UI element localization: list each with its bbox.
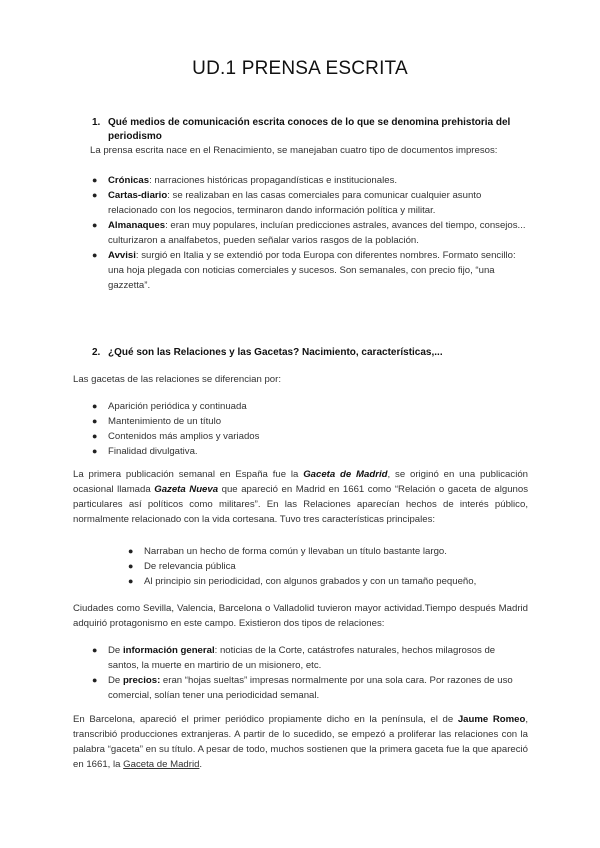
q2-characteristics-list — [128, 544, 528, 589]
q2-diff-list — [92, 399, 528, 459]
list-item: ● Crónicas: narraciones históricas propagandísticas e institucionales. — [92, 175, 398, 186]
list-item: ● Contenidos más amplios y variados — [92, 431, 260, 442]
bullet-icon: ● — [92, 675, 98, 685]
q1-intro: La prensa escrita nace en el Renacimiento, se manejaban cuatro tipo de documentos impresos: — [90, 145, 498, 156]
question-text: ¿Qué son las Relaciones y las Gacetas? Nacimiento, características,... — [108, 347, 443, 358]
bullet-icon: ● — [128, 546, 134, 556]
bullet-icon: ● — [128, 576, 134, 586]
list-item: ● De información general: noticias de la Corte, catástrofes naturales, hechos milagrosos de santos, la muerte en martirio de un misionero, etc. — [92, 645, 496, 671]
list-item: ● De precios: eran “hojas sueltas” impresas normalmente por una sola cara. Por razones de uso comercial, solían tener una periodicidad semanal. — [92, 675, 513, 701]
list-item: ● Mantenimiento de un título — [92, 416, 222, 427]
question-number: 1. — [92, 117, 101, 128]
list-item: ● Al principio sin periodicidad, con algunos grabados y con un tamaño pequeño, — [128, 576, 477, 587]
question-text: Qué medios de comunicación escrita conoces de lo que se denomina prehistoria del periodismo — [108, 117, 511, 142]
gazeta-nueva-term: Gazeta Nueva — [154, 484, 219, 495]
bullet-icon: ● — [92, 190, 98, 200]
list-item: ● Cartas-diario: se realizaban en las casas comerciales para comunicar cualquier asunto relacionado con los negocios, terminaron dando información política y militar. — [92, 190, 482, 216]
bullet-icon: ● — [92, 175, 98, 185]
gaceta-de-madrid-link[interactable]: Gaceta de Madrid — [123, 759, 200, 770]
bullet-icon: ● — [128, 561, 134, 571]
list-item: ● De relevancia pública — [128, 561, 236, 572]
list-item: ● Avvisi: surgió en Italia y se extendió por toda Europa con diferentes nombres. Formato sencillo: una hoja plegada con noticias comerciales y sucesos. Son semanales, con precio fijo, “una gazzetta”. — [92, 250, 516, 291]
q2-paragraph-2: Ciudades como Sevilla, Valencia, Barcelona o Valladolid tuvieron mayor actividad.Tiempo después Madrid adquirió protagonismo en este campo. Existieron dos tipos de relaciones: — [73, 603, 528, 629]
bullet-icon: ● — [92, 416, 98, 426]
page-title: UD.1 PRENSA ESCRITA — [192, 58, 408, 79]
list-item: ● Finalidad divulgativa. — [92, 446, 198, 457]
question-number: 2. — [92, 347, 101, 358]
bullet-icon: ● — [92, 220, 98, 230]
gaceta-de-madrid-term: Gaceta de Madrid — [303, 469, 388, 480]
question-1-heading — [92, 116, 528, 143]
list-item: ● Narraban un hecho de forma común y llevaban un título bastante largo. — [128, 546, 447, 557]
jaume-romeo-name: Jaume Romeo — [457, 714, 526, 725]
bullet-icon: ● — [92, 446, 98, 456]
list-item: ● Almanaques: eran muy populares, incluían predicciones astrales, avances del tiempo, consejos... culturizaron a analfabetos, pueden señalar varios rasgos de la población. — [92, 220, 526, 246]
q2-diff-intro: Las gacetas de las relaciones se diferencian por: — [73, 374, 281, 385]
bullet-icon: ● — [92, 401, 98, 411]
q2-types-list — [92, 643, 528, 703]
q2-paragraph-1: La primera publicación semanal en España fue la Gaceta de Madrid, se originó en una publicación ocasional llamada Gazeta Nueva que apareció en Madrid en 1661 como “Relación o gaceta de algunos particulares así políticos como militares”. En las Relaciones aparecían hechos de interés público, normalmente relacionado con la vida cortesana. Tuvo tres características principales: — [73, 469, 528, 525]
question-2-heading — [92, 346, 528, 360]
list-item: ● Aparición periódica y continuada — [92, 401, 247, 412]
q2-paragraph-3: En Barcelona, apareció el primer periódico propiamente dicho en la península, el de Jaume Romeo, transcribió producciones extranjeras. A partir de lo sucedido, se empezó a proliferar las relaciones con la palabra “gaceta” en su título. A pesar de todo, muchos sostienen que la primera gaceta fue la que apareció en 1661, la Gaceta de Madrid. — [73, 714, 529, 770]
bullet-icon: ● — [92, 431, 98, 441]
bullet-icon: ● — [92, 645, 98, 655]
q1-list — [92, 173, 528, 293]
bullet-icon: ● — [92, 250, 98, 260]
